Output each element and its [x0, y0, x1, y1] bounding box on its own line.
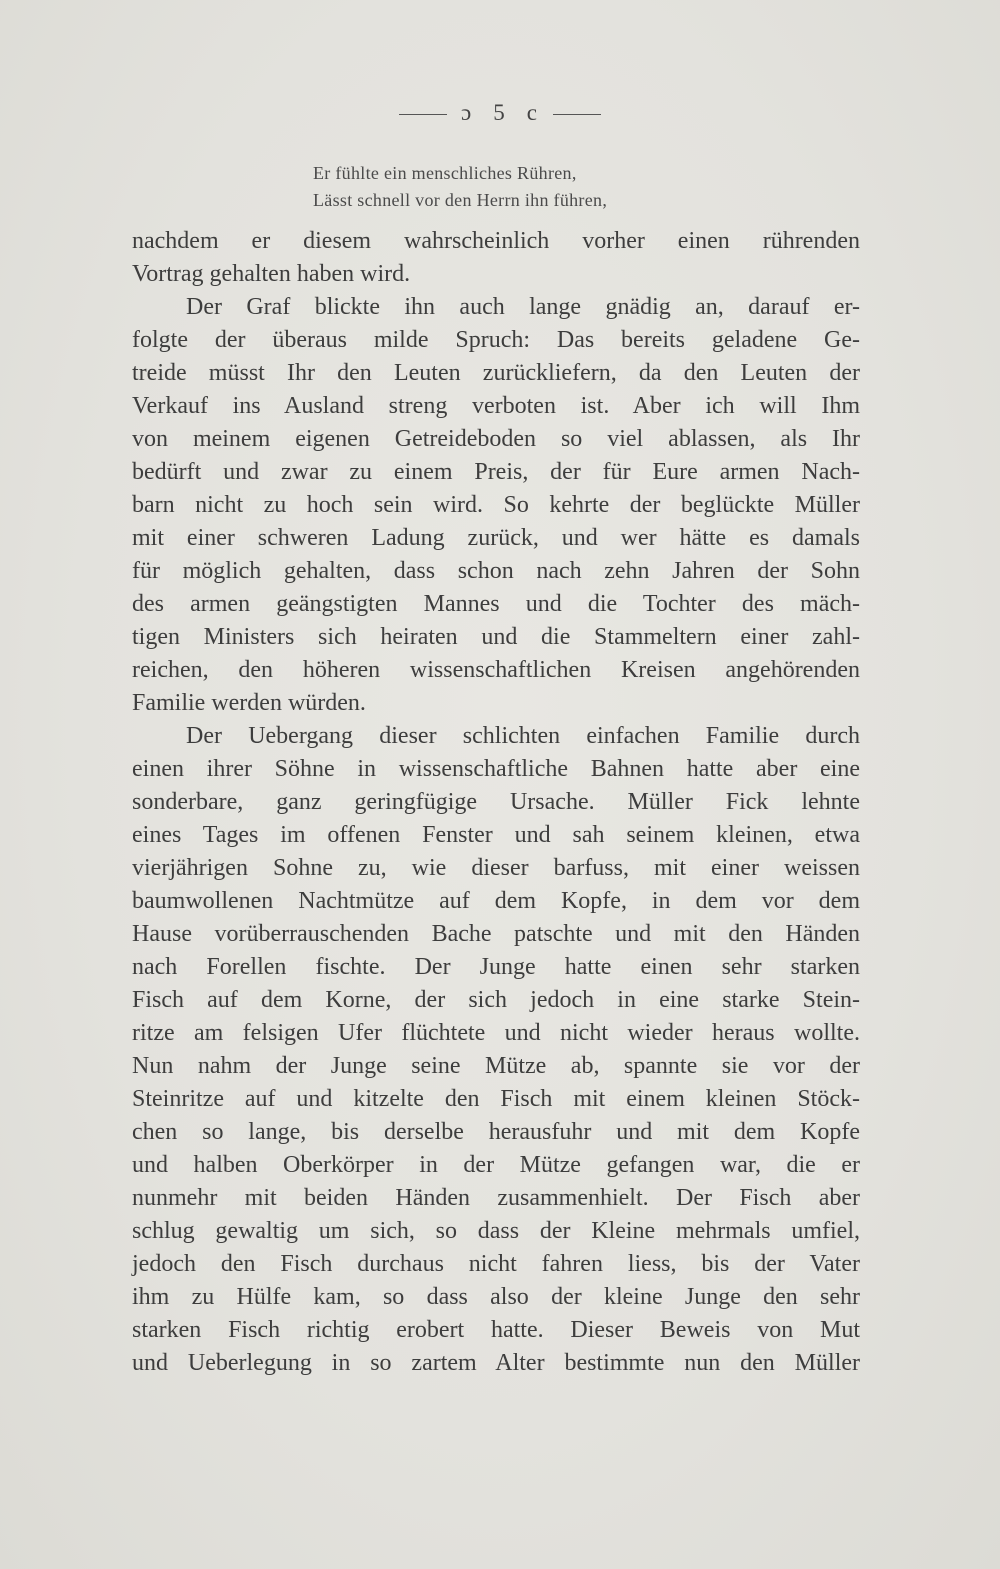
- text-line: und halben Oberkörper in der Mütze gefangen war, die er: [132, 1152, 860, 1178]
- text-line: folgte der überaus milde Spruch: Das bereits geladene Ge-: [132, 327, 860, 353]
- text-line: des armen geängstigten Mannes und die Tochter des mäch-: [132, 591, 860, 617]
- text-line: bedürft und zwar zu einem Preis, der für Eure armen Nach-: [132, 459, 860, 485]
- text-line: jedoch den Fisch durchaus nicht fahren liess, bis der Vater: [132, 1251, 860, 1277]
- text-line: starken Fisch richtig erobert hatte. Dieser Beweis von Mut: [132, 1317, 860, 1343]
- text-line: barn nicht zu hoch sein wird. So kehrte der beglückte Müller: [132, 492, 860, 518]
- text-line: mit einer schweren Ladung zurück, und wer hätte es damals: [132, 525, 860, 551]
- text-line: ritze am felsigen Ufer flüchtete und nicht wieder heraus wollte.: [132, 1020, 860, 1046]
- text-line: Der Graf blickte ihn auch lange gnädig an, darauf er-: [186, 294, 860, 320]
- text-line: ihm zu Hülfe kam, so dass also der kleine Junge den sehr: [132, 1284, 860, 1310]
- body-text: [132, 225, 860, 1380]
- text-line: Nun nahm der Junge seine Mütze ab, spannte sie vor der: [132, 1053, 860, 1079]
- text-line: sonderbare, ganz geringfügige Ursache. Müller Fick lehnte: [132, 789, 860, 815]
- page-header: [0, 100, 1000, 126]
- text-line: von meinem eigenen Getreideboden so viel ablassen, als Ihr: [132, 426, 860, 452]
- text-line: chen so lange, bis derselbe herausfuhr und mit dem Kopfe: [132, 1119, 860, 1145]
- text-line: nachdem er diesem wahrscheinlich vorher einen rührenden: [132, 228, 860, 254]
- text-line: reichen, den höheren wissenschaftlichen Kreisen angehörenden: [132, 657, 860, 683]
- text-line: Verkauf ins Ausland streng verboten ist. Aber ich will Ihm: [132, 393, 860, 419]
- verse-line: Er fühlte ein menschliches Rühren,: [313, 163, 577, 183]
- page-number: 5: [493, 100, 507, 125]
- text-line: nach Forellen fischte. Der Junge hatte einen sehr starken: [132, 954, 860, 980]
- text-line: und Ueberlegung in so zartem Alter bestimmte nun den Müller: [132, 1350, 860, 1376]
- text-line: einen ihrer Söhne in wissenschaftliche Bahnen hatte aber eine: [132, 756, 860, 782]
- text-line: baumwollenen Nachtmütze auf dem Kopfe, in dem vor dem: [132, 888, 860, 914]
- text-line: für möglich gehalten, dass schon nach zehn Jahren der Sohn: [132, 558, 860, 584]
- text-line: tigen Ministers sich heiraten und die Stammeltern einer zahl-: [132, 624, 860, 650]
- verse-quote: [313, 160, 813, 214]
- text-line: treide müsst Ihr den Leuten zurückliefern, da den Leuten der: [132, 360, 860, 386]
- header-rule-right: [553, 114, 601, 115]
- text-line: Familie werden würden.: [132, 690, 366, 716]
- text-line: eines Tages im offenen Fenster und sah seinem kleinen, etwa: [132, 822, 860, 848]
- text-line: vierjährigen Sohne zu, wie dieser barfuss, mit einer weissen: [132, 855, 860, 881]
- text-line: Fisch auf dem Korne, der sich jedoch in eine starke Stein-: [132, 987, 860, 1013]
- text-line: Vortrag gehalten haben wird.: [132, 261, 411, 287]
- text-line: Der Uebergang dieser schlichten einfachen Familie durch: [186, 723, 860, 749]
- verse-line: Lässt schnell vor den Herrn ihn führen,: [313, 190, 608, 210]
- text-line: Hause vorüberrauschenden Bache patschte und mit den Händen: [132, 921, 860, 947]
- header-rule-left: [399, 114, 447, 115]
- text-line: nunmehr mit beiden Händen zusammenhielt. Der Fisch aber: [132, 1185, 860, 1211]
- text-line: Steinritze auf und kitzelte den Fisch mit einem kleinen Stöck-: [132, 1086, 860, 1112]
- header-ornament-left: ɔ: [461, 100, 474, 125]
- text-line: schlug gewaltig um sich, so dass der Kleine mehrmals umfiel,: [132, 1218, 860, 1244]
- header-ornament-right: c: [526, 100, 539, 125]
